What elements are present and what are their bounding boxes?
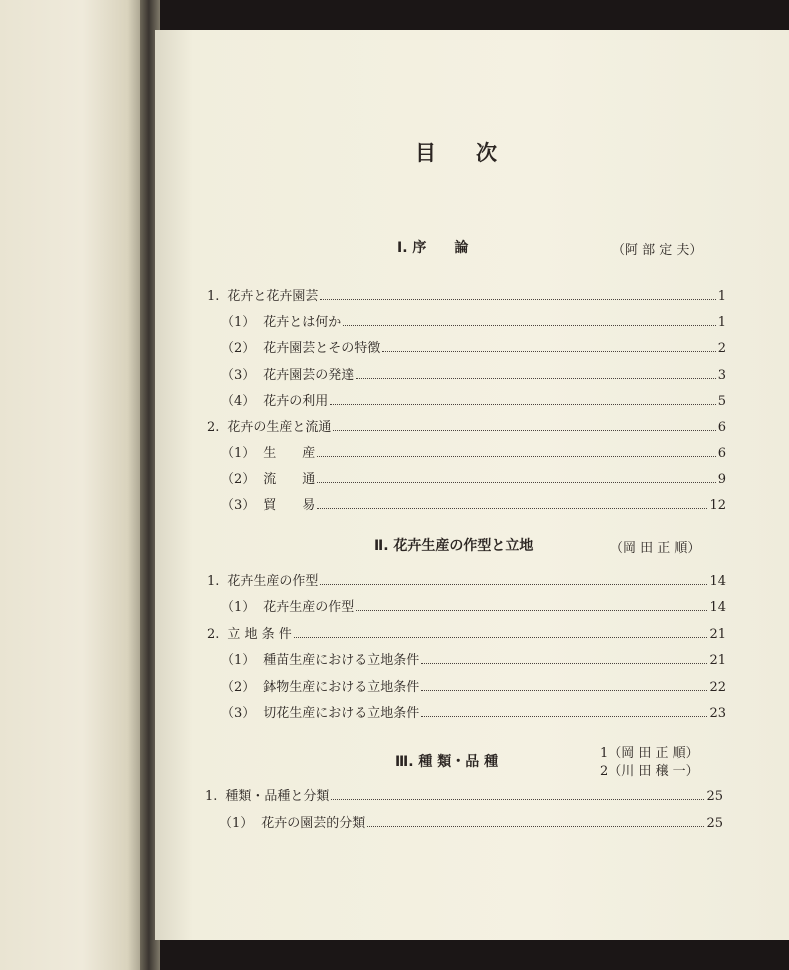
entry-number: （4） bbox=[221, 394, 256, 409]
dot-leader bbox=[367, 826, 704, 827]
entry-page: 3 bbox=[717, 368, 726, 383]
entry-label: 種苗生産における立地条件 bbox=[263, 653, 420, 668]
section-author-3b: 2（川 田 穣 一） bbox=[600, 764, 699, 779]
left-page bbox=[0, 0, 150, 970]
entry-number: 1. bbox=[207, 574, 220, 589]
entry-page: 5 bbox=[717, 394, 726, 409]
toc-entry bbox=[207, 417, 726, 435]
dot-leader bbox=[317, 508, 707, 509]
dot-leader bbox=[320, 299, 715, 300]
entry-number: （1） bbox=[221, 600, 256, 615]
entry-page: 14 bbox=[709, 600, 726, 615]
entry-number: （3） bbox=[221, 706, 256, 721]
entry-label: 種類・品種と分類 bbox=[225, 789, 330, 804]
entry-number: （3） bbox=[221, 498, 256, 513]
entry-number: （1） bbox=[221, 653, 256, 668]
toc-entry bbox=[221, 338, 726, 356]
section-author-3a: 1（岡 田 正 順） bbox=[600, 746, 699, 761]
entry-number: 2. bbox=[207, 420, 220, 435]
entry-page: 1 bbox=[717, 289, 726, 304]
toc-entry bbox=[207, 286, 726, 304]
dot-leader bbox=[343, 325, 715, 326]
dot-leader bbox=[317, 482, 715, 483]
entry-label: 花卉とは何か bbox=[263, 315, 342, 330]
dot-leader bbox=[331, 799, 704, 800]
entry-page: 2 bbox=[717, 341, 726, 356]
toc-entry bbox=[207, 624, 726, 642]
entry-page: 14 bbox=[709, 574, 726, 589]
toc-entry bbox=[205, 786, 723, 804]
toc-entry bbox=[207, 571, 726, 589]
entry-page: 23 bbox=[709, 706, 726, 721]
entry-label: 花卉と花卉園芸 bbox=[227, 289, 319, 304]
entry-label: 生 産 bbox=[263, 446, 316, 461]
dot-leader bbox=[421, 663, 707, 664]
entry-page: 6 bbox=[717, 446, 726, 461]
dot-leader bbox=[382, 351, 715, 352]
section-heading-1: Ⅰ. 序 論 bbox=[397, 240, 469, 256]
entry-number: （2） bbox=[221, 680, 256, 695]
toc-entry bbox=[221, 391, 726, 409]
section-heading-3: Ⅲ. 種 類・品 種 bbox=[395, 754, 499, 770]
entry-label: 花卉の利用 bbox=[263, 394, 329, 409]
dot-leader bbox=[356, 610, 707, 611]
toc-entry bbox=[221, 469, 726, 487]
toc-entry bbox=[219, 813, 723, 831]
entry-label: 花卉生産の作型 bbox=[227, 574, 319, 589]
dot-leader bbox=[317, 456, 715, 457]
dot-leader bbox=[421, 690, 707, 691]
toc-entry bbox=[221, 443, 726, 461]
toc-entry bbox=[221, 677, 726, 695]
section-author-1: （阿 部 定 夫） bbox=[612, 243, 703, 258]
entry-label: 立 地 条 件 bbox=[227, 627, 292, 642]
toc-entry bbox=[221, 703, 726, 721]
entry-number: （1） bbox=[221, 446, 256, 461]
entry-number: （3） bbox=[221, 368, 256, 383]
top-edge bbox=[160, 0, 789, 30]
toc-entry bbox=[221, 650, 726, 668]
entry-label: 花卉生産の作型 bbox=[263, 600, 355, 615]
entry-label: 花卉園芸とその特徴 bbox=[263, 341, 381, 356]
entry-number: （2） bbox=[221, 472, 256, 487]
entry-page: 21 bbox=[709, 627, 726, 642]
dot-leader bbox=[356, 378, 715, 379]
entry-number: （1） bbox=[219, 816, 254, 831]
entry-label: 切花生産における立地条件 bbox=[263, 706, 420, 721]
toc-entry bbox=[221, 312, 726, 330]
entry-number: 1. bbox=[205, 789, 218, 804]
entry-number: （2） bbox=[221, 341, 256, 356]
entry-page: 1 bbox=[717, 315, 726, 330]
dot-leader bbox=[320, 584, 707, 585]
entry-label: 花卉園芸の発達 bbox=[263, 368, 355, 383]
entry-page: 12 bbox=[709, 498, 726, 513]
entry-number: 2. bbox=[207, 627, 220, 642]
entry-label: 鉢物生産における立地条件 bbox=[263, 680, 420, 695]
toc-entry bbox=[221, 597, 726, 615]
section-heading-2: Ⅱ. 花卉生産の作型と立地 bbox=[374, 538, 534, 554]
toc-entry bbox=[221, 495, 726, 513]
entry-page: 25 bbox=[706, 816, 723, 831]
entry-page: 25 bbox=[706, 789, 723, 804]
entry-label: 貿 易 bbox=[263, 498, 316, 513]
contents-title: 目次 bbox=[415, 141, 537, 165]
entry-label: 花卉の園芸的分類 bbox=[261, 816, 366, 831]
dot-leader bbox=[333, 430, 715, 431]
entry-number: （1） bbox=[221, 315, 256, 330]
bottom-edge bbox=[160, 940, 789, 970]
dot-leader bbox=[421, 716, 707, 717]
dot-leader bbox=[330, 404, 715, 405]
toc-entry bbox=[221, 365, 726, 383]
entry-page: 22 bbox=[709, 680, 726, 695]
entry-number: 1. bbox=[207, 289, 220, 304]
entry-label: 流 通 bbox=[263, 472, 316, 487]
entry-page: 6 bbox=[717, 420, 726, 435]
dot-leader bbox=[294, 637, 708, 638]
section-author-2: （岡 田 正 順） bbox=[610, 541, 701, 556]
entry-page: 9 bbox=[717, 472, 726, 487]
entry-page: 21 bbox=[709, 653, 726, 668]
entry-label: 花卉の生産と流通 bbox=[227, 420, 332, 435]
